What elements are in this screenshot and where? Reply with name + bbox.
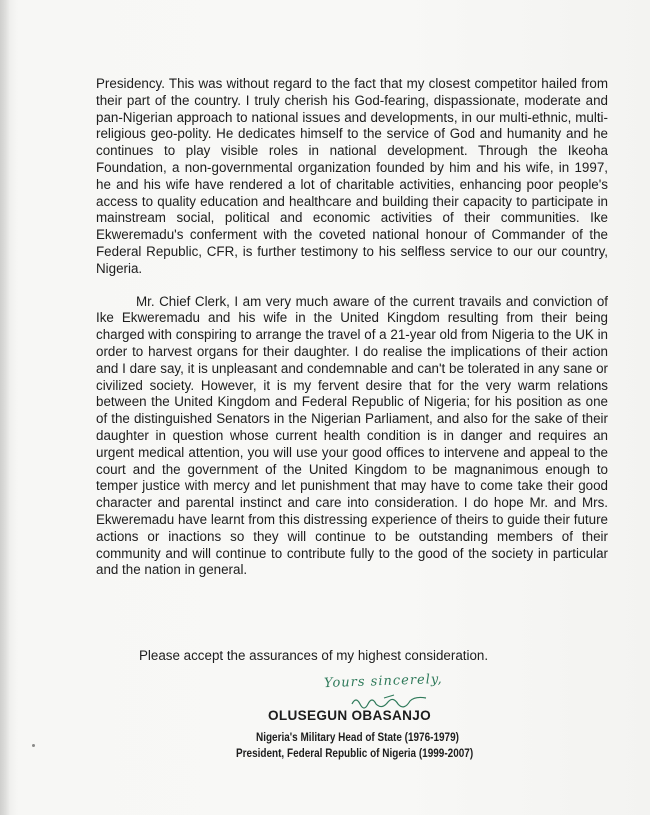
letter-paragraph-2: Mr. Chief Clerk, I am very much aware of the current travails and conviction of Ike Ekweremadu and his wife in the United Kingdom resulting from their being charged with conspiring to arrange the travel of a 21-year old from Nigeria to the UK in order to harvest organs for their daughter. I do realise the implications of their action and I dare say, it is unpleasant and condemnable and can't be tolerated in any sane or civilized society. However, it is my fervent desire that for the very warm relations between the United Kingdom and Federal Republic of Nigeria; for his position as one of the distinguished Senators in the Nigerian Parliament, and also for the sake of their daughter in question whose current health condition is in danger and requires an urgent medical attention, you will use your good offices to intervene and appeal to the court and the government of the United Kingdom to be magnanimous enough to temper justice with mercy and let punishment that may have to come take their good character and parental instinct and care into consideration. I do hope Mr. and Mrs. Ekweremadu have learnt from this distressing experience of theirs to guide their future actions or inactions so they will continue to be outstanding members of their community and will continue to contribute fully to the good of the society in particular and the nation in general. <box>96 293 608 578</box>
signer-title-military: Nigeria's Military Head of State (1976-1979) <box>256 731 459 744</box>
handwritten-closing: Yours sincerely, <box>323 671 443 692</box>
closing-line: Please accept the assurances of my highest consideration. <box>139 648 489 663</box>
signer-title-president: President, Federal Republic of Nigeria (1999-2007) <box>236 747 474 760</box>
scan-speck <box>32 744 35 747</box>
letter-body <box>96 76 608 579</box>
page-edge-shadow <box>0 0 10 815</box>
signer-name: OLUSEGUN OBASANJO <box>268 708 431 723</box>
letter-paragraph-1: Presidency. This was without regard to the fact that my closest competitor hailed from their part of the country. I truly cherish his God-fearing, dispassionate, moderate and pan-Nigerian approach to national issues and developments, in our multi-ethnic, multi-religious geo-polity. He dedicates himself to the service of God and humanity and he continues to play visible roles in national development. Through the Ikeoha Foundation, a non-governmental organization founded by him and his wife, in 1997, he and his wife have rendered a lot of charitable activities, enhancing poor people's access to quality education and healthcare and building their capacity to participate in mainstream social, political and economic activities of their communities. Ike Ekweremadu's conferment with the coveted national honour of Commander of the Federal Republic, CFR, is further testimony to his selfless service to our our country, Nigeria. <box>96 76 608 276</box>
